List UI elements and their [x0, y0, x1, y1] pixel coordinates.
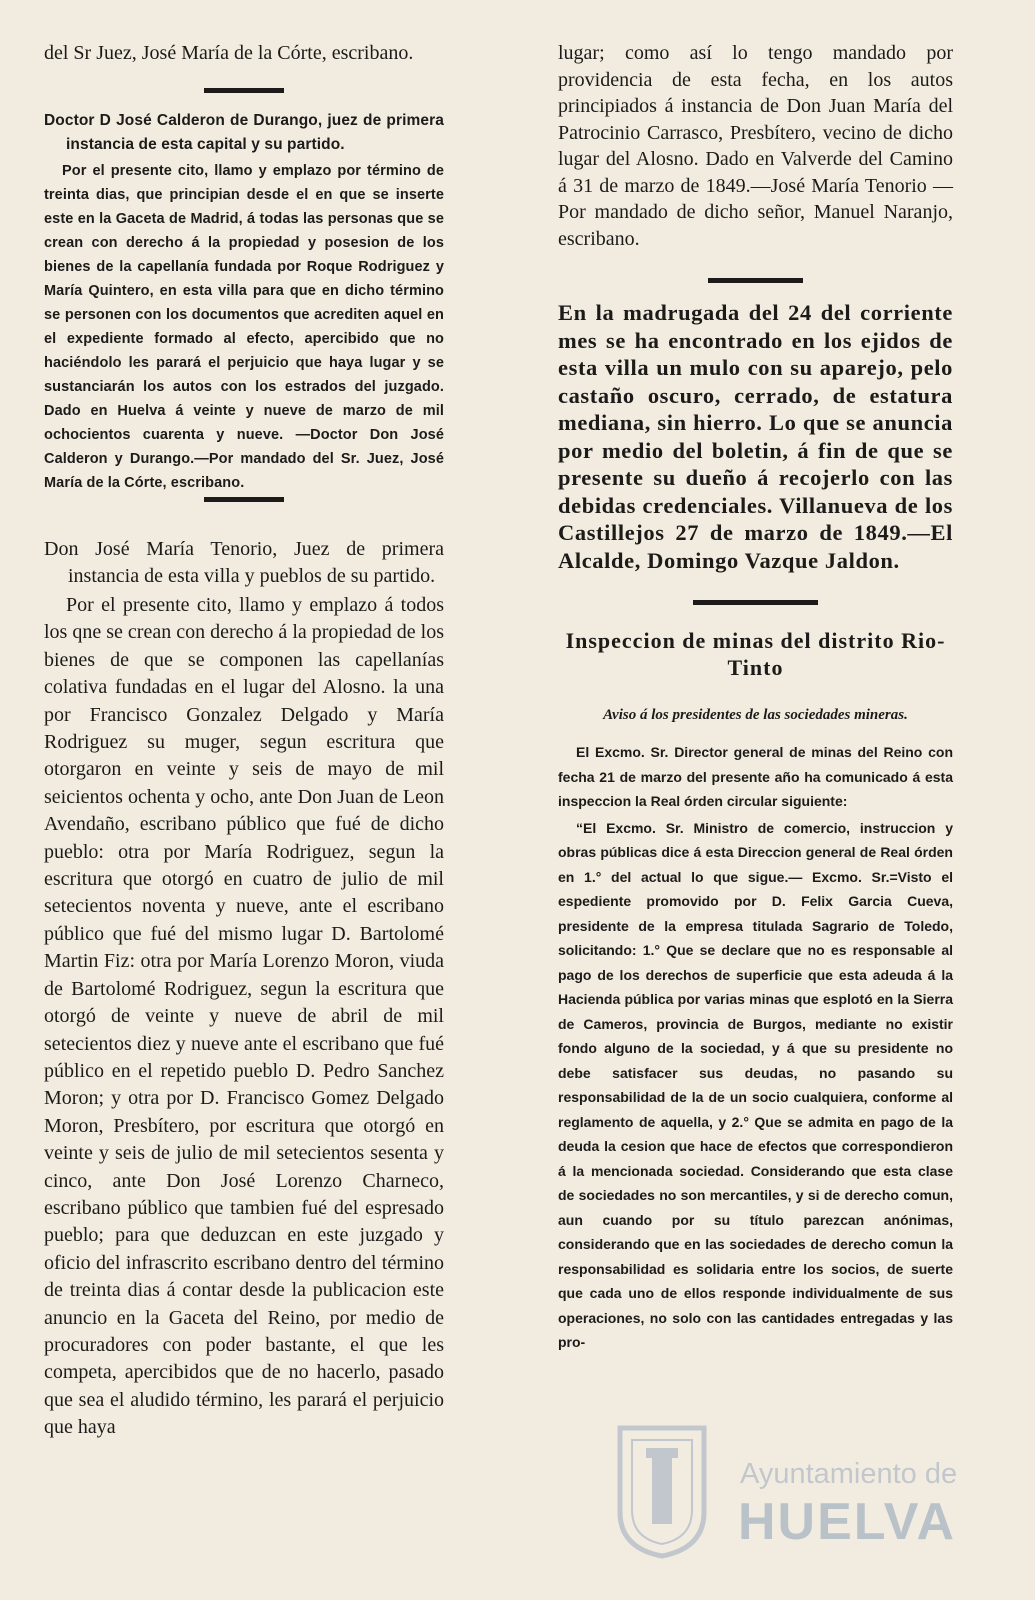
circular-intro: El Excmo. Sr. Director general de minas del Reino con fecha 21 de marzo del presente año ha comunicado á esta inspeccion la Real órden circular siguiente: [558, 744, 953, 809]
mule-notice: En la madrugada del 24 del corriente mes se ha encontrado en los ejidos de esta villa un mulo con su aparejo, pelo castaño oscuro, cerrado, de estatura mediana, sin hierro. Lo que se anuncia por medio del boletin, á fin de que se presente su dueño á recojerlo con las debidas credenciales. Villanueva de los Castillejos 27 de marzo de 1849.—El Alcalde, Domingo Vazque Jaldon. [558, 300, 953, 573]
section-title: Inspeccion de minas del distrito Rio-Tinto [565, 628, 946, 680]
watermark-line1: Ayuntamiento de [740, 1458, 958, 1490]
notice1-body: Por el presente cito, llamo y emplazo por término de treinta dias, que principian desde el en que se inserte este en la Gaceta de Madrid, á todas las personas que se crean con derecho á la propiedad y posesion de los bienes de la capellanía fundada por Roque Rodriguez y María Quintero, en esta villa para que en dicho término se personen con los documentos que acrediten aquel en el expediente formado al efecto, apercibido que no haciéndolo les parará el perjuicio que haya lugar y se sustanciarán los autos con los estrados del juzgado. Dado en Huelva á veinte y nueve de marzo de mil ochocientos cuarenta y nueve. —Doctor Don José Calderon y Durango.—Por mandado del Sr. Juez, José María de la Córte, escribano. [44, 163, 444, 491]
notice2-body: Por el presente cito, llamo y emplazo á todos los qne se crean con derecho á la propiedad de los bienes de que se componen las capellanías colativa fundadas en el lugar del Alosno. la una por Francisco Gonzalez Delgado y María Rodriguez su muger, segun escritura que otorgaron en veinte y seis de mayo de mil seicientos ochenta y ocho, ante Don Juan de Leon Avendaño, escribano público que fué de dicho pueblo: otra por María Rodriguez, segun la escritura que otorgó en cuatro de julio de mil setecientos noventa y nueve, ante el escribano público que fué del mismo lugar D. Bartolomé Martin Fiz: otra por María Lorenzo Moron, viuda de Bartolomé Rodriguez, segun la escritura que otorgó de veinte y nueve de abril de mil setecientos diez y nueve ante el escribano que fué público en el repetido pueblo D. Pedro Sanchez Moron; y otra por D. Francisco Gomez Delgado Moron, Presbítero, por escritura que otorgó en veinte y seis de julio de mil setecientos sesenta y cinco, ante Don José Lorenzo Charneco, escribano público que tambien fué del espresado pueblo; para que deduzcan en este juzgado y oficio del infrascrito escribano dentro del término de treinta dias á contar desde la publicacion este anuncio en la Gaceta del Reino, por medio de procuradores con poder bastante, el que les competa, apercibidos que de no hacerlo, pasado que sea el aludido término, les parará el perjuicio que haya [44, 594, 444, 1439]
divider-rule [204, 88, 284, 93]
intro-text: del Sr Juez, José María de la Córte, escribano. [44, 42, 414, 64]
circular-body: “El Excmo. Sr. Ministro de comercio, instruccion y obras públicas dice á esta Direccion general de Real órden en 1.° del actual lo que sigue.— Excmo. Sr.=Visto el espediente promovido por D. Felix Garcia Cueva, presidente de la empresa titulada Sagrario de Toledo, solicitando: 1.° Que se declare que no es responsable al pago de los derechos de superficie que esta adeuda á la Hacienda pública por varias minas que esplotó en la Sierra de Cameros, provincia de Burgos, mediante no existir fondo alguno de la sociedad, y á que su presidente no debe satisfacer sus deudas, no pasando su responsabilidad de la de un socio cualquiera, conforme al reglamento de aquella, y 2.° Que se admita en pago de la deuda la cesion que hace de efectos que correspondieron á la mencionada sociedad. Considerando que esta clase de sociedades no son mercantiles, y si de derecho comun, aun cuando por su título parezcan anónimas, considerando que en las sociedades de derecho comun la responsabilidad es solidaria entre los socios, de suerte que cada uno de ellos responde individualmente de sus operaciones, no solo con las cantidades entregadas y las pro- [558, 819, 953, 1350]
watermark-line2: HUELVA [738, 1493, 957, 1551]
coat-of-arms-icon [612, 1420, 712, 1560]
divider-rule [708, 278, 803, 283]
divider-rule [204, 497, 284, 502]
continuation-text: lugar; como así lo tengo mandado por providencia de esta fecha, en los autos principiados á instancia de Don Juan María del Patrocinio Carrasco, Presbítero, vecino de dicho lugar del Alosno. Dado en Valverde del Camino á 31 de marzo de 1849.—José María Tenorio —Por mandado de dicho señor, Manuel Naranjo, escribano. [558, 42, 953, 250]
right-column [558, 40, 953, 1355]
divider-rule [693, 600, 818, 605]
library-watermark [612, 1420, 972, 1560]
notice2-heading: Don José María Tenorio, Juez de primera instancia de esta villa y pueblos de su partido. [44, 538, 444, 587]
notice1-heading: Doctor D José Calderon de Durango, juez de primera instancia de esta capital y su partido. [44, 112, 444, 153]
left-column [44, 40, 444, 1442]
aviso-subtitle: Aviso á los presidentes de las sociedades mineras. [603, 707, 908, 723]
